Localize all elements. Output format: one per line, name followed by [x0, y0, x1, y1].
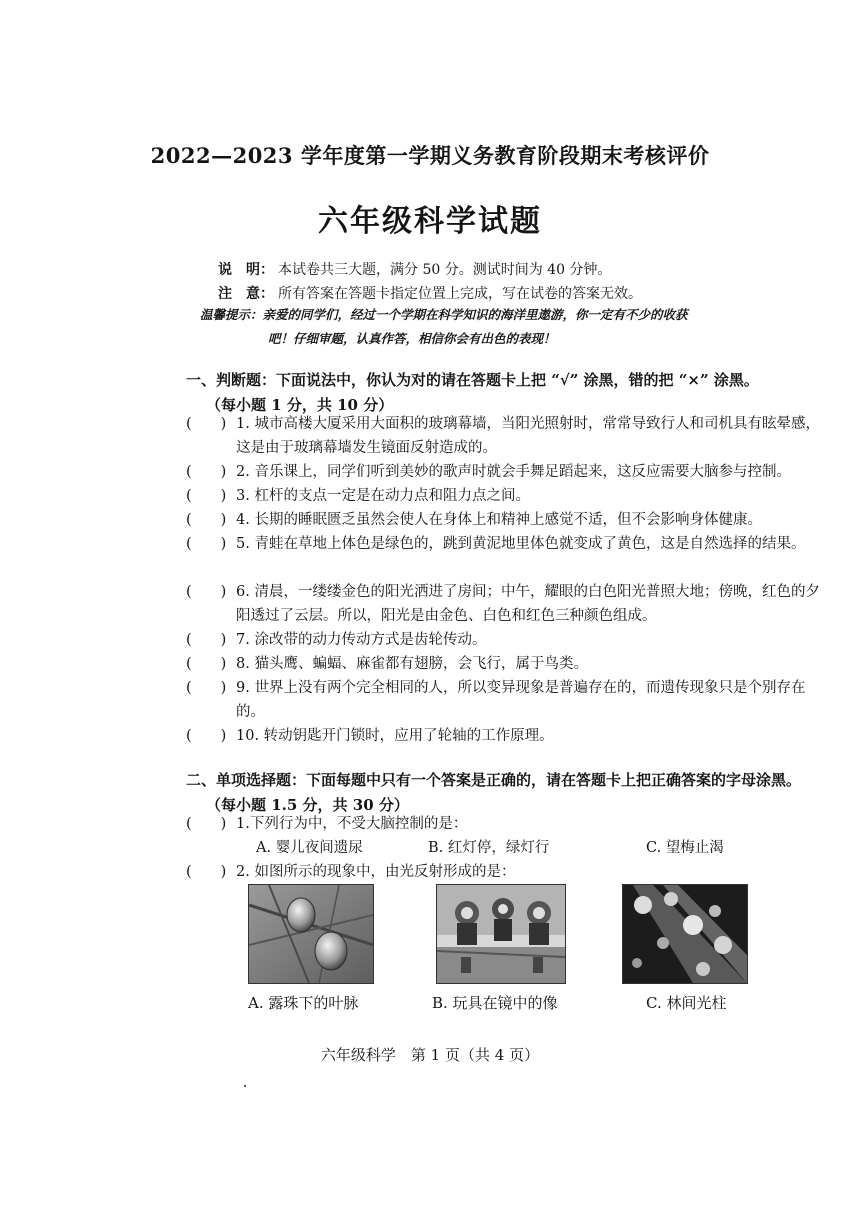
answer-blank: ( ) [186, 680, 227, 696]
image-caption-a: A. 露珠下的叶脉 [248, 994, 359, 1012]
image-caption-b: B. 玩具在镜中的像 [432, 994, 558, 1012]
answer-blank: ( ) [186, 728, 227, 744]
judge-question [186, 628, 826, 652]
question-text: 3. 杠杆的支点一定是在动力点和阻力点之间。 [236, 488, 530, 504]
question-text: 10. 转动钥匙开门锁时，应用了轮轴的工作原理。 [236, 728, 554, 744]
forest-light-photo [622, 884, 748, 984]
answer-blank: ( ) [186, 488, 227, 504]
exam-header-title: 2022—2023 学年度第一学期义务教育阶段期末考核评价 [150, 143, 710, 168]
judge-question [186, 412, 826, 460]
section-score: （每小题 1 分，共 10 分） [206, 396, 394, 414]
question-text: 2. 如图所示的现象中，由光反射形成的是： [236, 864, 516, 880]
question-text: 1. 城市高楼大厦采用大面积的玻璃幕墙，当阳光照射时，常常导致行人和司机具有眩晕感，这是由于玻璃幕墙发生镜面反射造成的。 [236, 416, 820, 456]
exam-subtitle: 六年级科学试题 [318, 204, 542, 239]
judge-question [186, 532, 826, 556]
attention-note [218, 283, 642, 303]
judge-question [186, 508, 826, 532]
option-c: C. 望梅止渴 [646, 840, 724, 856]
section-title: 一、判断题：下面说法中，你认为对的请在答题卡上把 “√” 涂黑，错的把 “×” 涂黑。 [186, 371, 759, 389]
answer-blank: ( ) [186, 864, 227, 880]
judge-question [186, 676, 826, 724]
tip-line: 温馨提示：亲爱的同学们，经过一个学期在科学知识的海洋里遨游，你一定有不少的收获 [200, 307, 688, 322]
judge-question [186, 460, 826, 484]
choice-question [186, 860, 826, 884]
instruction-note [218, 259, 611, 279]
image-caption-c: C. 林间光柱 [646, 994, 727, 1012]
answer-blank: ( ) [186, 536, 227, 552]
judge-question [186, 484, 826, 508]
section-title: 二、单项选择题：下面每题中只有一个答案是正确的，请在答题卡上把正确答案的字母涂黑。 [186, 771, 802, 789]
question-text: 2. 音乐课上，同学们听到美妙的歌声时就会手舞足蹈起来，这反应需要大脑参与控制。 [236, 464, 791, 480]
answer-blank: ( ) [186, 464, 227, 480]
note-label: 注 意： [218, 286, 274, 302]
warm-tip [200, 303, 820, 351]
note-text: 所有答案在答题卡指定位置上完成，写在试卷的答案无效。 [278, 286, 642, 302]
tip-line: 吧！仔细审题，认真作答，相信你会有出色的表现！ [268, 331, 556, 346]
answer-blank: ( ) [186, 584, 227, 600]
note-text: 本试卷共三大题，满分 50 分。测试时间为 40 分钟。 [278, 262, 612, 278]
section-2-heading [186, 768, 826, 818]
note-label: 说 明： [218, 262, 274, 278]
answer-blank: ( ) [186, 816, 227, 832]
section-score: （每小题 1.5 分，共 30 分） [206, 796, 409, 814]
answer-blank: ( ) [186, 512, 227, 528]
option-a: A. 婴儿夜间遗尿 [256, 840, 363, 856]
dewdrop-leaf-photo [248, 884, 374, 984]
page-footer: 六年级科学 第 1 页（共 4 页） [320, 1046, 540, 1064]
judge-question [186, 724, 826, 748]
answer-blank: ( ) [186, 416, 227, 432]
section-1-heading [186, 368, 826, 418]
question-text: 8. 猫头鹰、蝙蝠、麻雀都有翅膀，会飞行，属于鸟类。 [236, 656, 588, 672]
question-text: 5. 青蛙在草地上体色是绿色的，跳到黄泥地里体色就变成了黄色，这是自然选择的结果。 [236, 536, 806, 552]
judge-question [186, 580, 826, 628]
question-text: 9. 世界上没有两个完全相同的人，所以变异现象是普遍存在的，而遗传现象只是个别存在的。 [236, 680, 806, 720]
option-b: B. 红灯停，绿灯行 [428, 840, 550, 856]
question-text: 7. 涂改带的动力传动方式是齿轮传动。 [236, 632, 487, 648]
answer-blank: ( ) [186, 632, 227, 648]
answer-blank: ( ) [186, 656, 227, 672]
question-text: 4. 长期的睡眠匮乏虽然会使人在身体上和精神上感觉不适，但不会影响身体健康。 [236, 512, 762, 528]
question-text: 1.下列行为中，不受大脑控制的是： [236, 816, 468, 832]
judge-question [186, 652, 826, 676]
scan-speck [244, 1085, 246, 1087]
toy-mirror-photo [436, 884, 566, 984]
choice-question [186, 812, 826, 836]
question-text: 6. 清晨，一缕缕金色的阳光洒进了房间；中午，耀眼的白色阳光普照大地；傍晚，红色的夕阳透过了云层。所以，阳光是由金色、白色和红色三种颜色组成。 [236, 584, 820, 624]
